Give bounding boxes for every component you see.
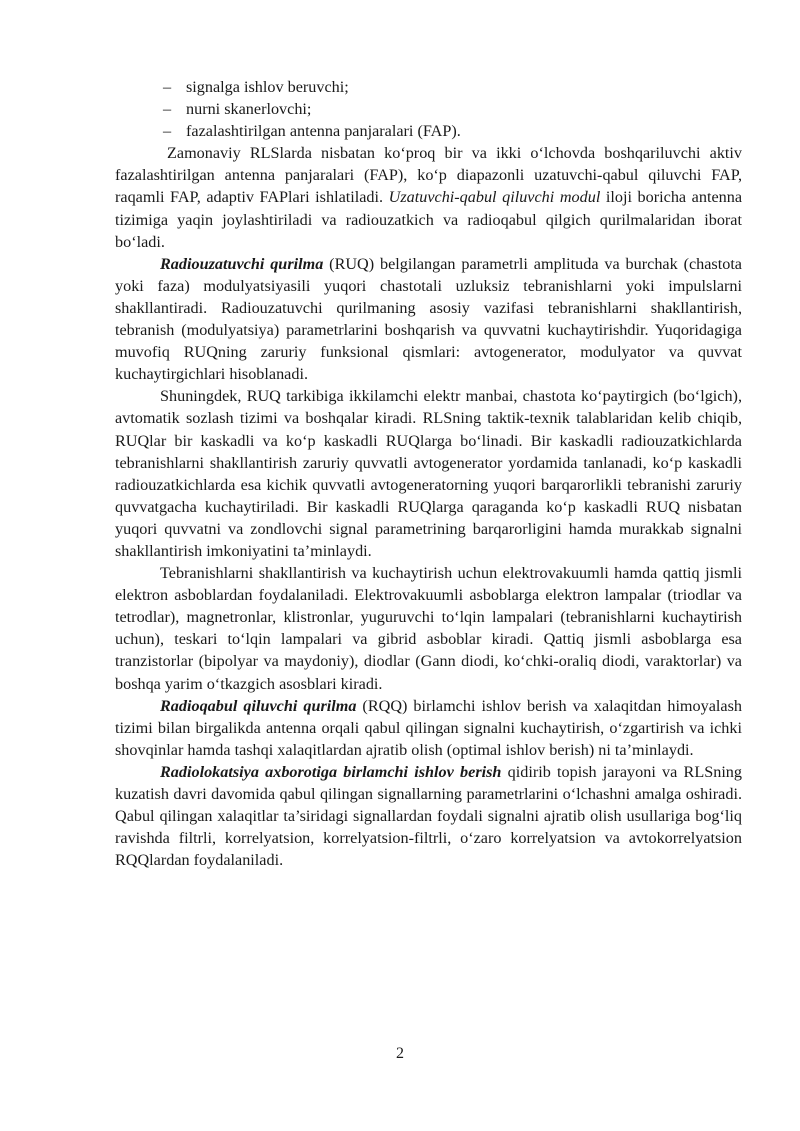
paragraph-transmitter xyxy=(115,253,742,386)
page-number: 2 xyxy=(396,1045,404,1062)
paragraph-text: (RUQ) belgilangan parametrli amplituda va burchak (chastota yoki faza) modulyatsiyasili yuqori chastotali uzluksiz tebranishlarni yoki impulslarni shakllantiradi. Radiouzatuvchi qurilmaning asosiy vazifasi tebranishlarni shakllantirish, tebranish (modulyatsiya) parametrlarini boshqarish va quvvatni kuchaytirishdir. Yuqoridagiga muvofiq RUQning zaruriy funksional qismlari: avtogenerator, modulyator va quvvat kuchaytirgichlari hisoblanadi. xyxy=(115,254,742,384)
term-transmitter: Radiouzatuvchi qurilma xyxy=(160,254,324,273)
paragraph-text: (RQQ) birlamchi ishlov berish va xalaqitdan himoyalash tizimi bilan birgalikda antenna orqali qabul qilingan signalni kuchaytirish, o‘zgartirish va ichki shovqinlar hamda tashqi xalaqitlardan ajratib olish (optimal ishlov berish) ni ta’minlaydi. xyxy=(115,696,742,759)
list-item-text: fazalashtirilgan antenna panjaralari (FAP). xyxy=(186,122,461,141)
list-item xyxy=(115,120,742,142)
paragraph-text: iloji boricha antenna tizimiga yaqin joylashtiriladi va radiouzatkich va radioqabul qilgich qurilmalaridan iborat bo‘ladi. xyxy=(115,188,743,251)
list-item xyxy=(115,76,742,98)
term-receiver: Radioqabul qiluvchi qurilma xyxy=(160,696,357,715)
list-item-text: nurni skanerlovchi; xyxy=(186,100,312,119)
paragraph-primary-processing xyxy=(115,761,742,871)
paragraph-receiver xyxy=(115,695,742,761)
list-dash: – xyxy=(163,78,172,96)
page-body xyxy=(115,76,742,871)
paragraph-ruq-structure: Shuningdek, RUQ tarkibiga ikkilamchi elektr manbai, chastota ko‘paytirgich (bo‘lgich), avtomatik sozlash tizimi va boshqalar kiradi. RLSning taktik-texnik talablaridan kelib chiqib, RUQlar bir kaskadli va ko‘p kaskadli RUQlarga bo‘linadi. Bir kaskadli radiouzatkichlarda tebranishlarni shakllantirish zaruriy quvvatli avtogenerator yordamida tanlanadi, ko‘p kaskadli radiouzatkichlarda esa kichik quvvatli avtogeneratorning yuqori barqarorlikli tebranishi zaruriy quvvatgacha kuchaytiriladi. Bir kaskadli RUQlarga qaraganda ko‘p kaskadli RUQ nisbatan yuqori quvvatni va zondlovchi signal parametrining barqarorligini hamda murakkab signalni shakllantirish imkoniyatini ta’minlaydi. xyxy=(115,387,742,560)
emphasis-module: Uzatuvchi-qabul qiluvchi modul xyxy=(388,188,601,207)
term-primary-processing: Radiolokatsiya axborotiga birlamchi ishlov berish xyxy=(160,762,502,781)
paragraph-devices: Tebranishlarni shakllantirish va kuchaytirish uchun elektrovakuumli hamda qattiq jismli elektron asboblardan foydalaniladi. Elektrovakuumli asboblarga elektron lampalar (triodlar va tetrodlar), magnetronlar, klistronlar, yuguruvchi to‘lqin lampalari (tebranishlarni kuchaytirish uchun), teskari to‘lqin lampalari va gibrid asboblar kiradi. Qattiq jismli asboblarga esa tranzistorlar (bipolyar va maydoniy), diodlar (Gann diodi, ko‘chki-oraliq diodi, varaktorlar) va boshqa yarim o‘tkazgich asosblari kiradi. xyxy=(115,564,742,693)
paragraph-modern-rls xyxy=(115,142,742,252)
list-item-text: signalga ishlov beruvchi; xyxy=(186,78,349,96)
list-dash: – xyxy=(163,122,172,141)
list-item xyxy=(115,98,742,120)
paragraph-text: Zamonaviy RLSlarda nisbatan ko‘proq bir va ikki o‘lchovda boshqariluvchi aktiv fazalashtirilgan antenna panjaralari (FAP), ko‘p diapazonli uzatuvchi-qabul qiluvchi FAP, raqamli FAP, adaptiv FAPlari ishlatiladi. xyxy=(115,144,742,207)
list-dash: – xyxy=(163,100,172,119)
paragraph-text: qidirib topish jarayoni va RLSning kuzatish davri davomida qabul qilingan signallarning parametrlarini o‘lchashni amalga oshiradi. Qabul qilingan xalaqitlar ta’siridagi signallardan foydali signalni ajratib olish usullariga bog‘liq ravishda filtrli, korrelyatsion, korrelyatsion-filtrli, o‘zaro korrelyatsion va avtokorrelyatsion RQQlardan foydalaniladi. xyxy=(115,762,742,870)
